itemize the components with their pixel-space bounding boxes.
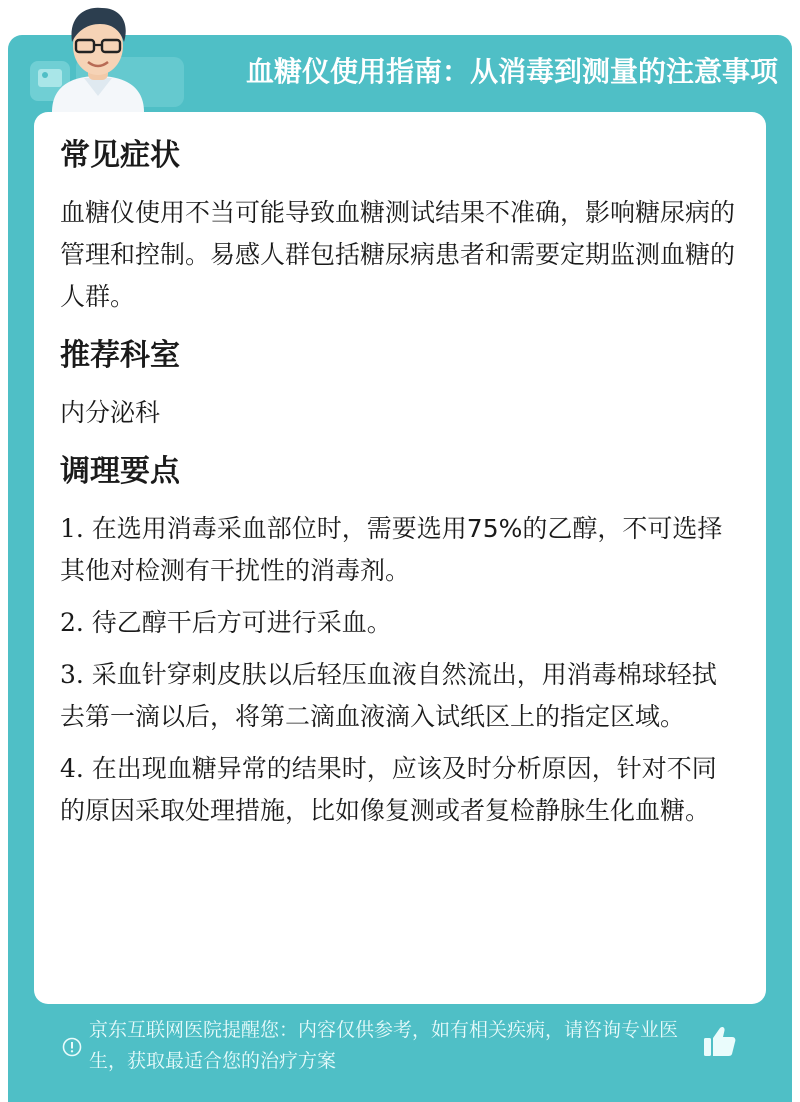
department-text: 内分泌科 — [60, 398, 161, 427]
content-card — [34, 112, 766, 1004]
list-item: 1. 在选用消毒采血部位时，需要选用75%的乙醇，不可选择其他对检测有干扰性的消毒剂。 — [60, 514, 723, 585]
list-item: 4. 在出现血糖异常的结果时，应该及时分析原因，针对不同的原因采取处理措施，比如像复测或者复检静脉生化血糖。 — [60, 754, 717, 825]
section-title-department: 推荐科室 — [60, 338, 180, 373]
thumbs-up-icon[interactable] — [700, 1022, 740, 1062]
section-title-symptoms: 常见症状 — [60, 138, 180, 173]
page-title: 血糖仪使用指南：从消毒到测量的注意事项 — [245, 55, 778, 88]
info-icon — [62, 1037, 82, 1057]
doctor-avatar-icon — [38, 0, 158, 112]
section-title-care: 调理要点 — [60, 454, 180, 489]
list-item: 3. 采血针穿刺皮肤以后轻压血液自然流出，用消毒棉球轻拭去第一滴以后，将第二滴血液滴入试纸区上的指定区域。 — [60, 660, 717, 731]
footer-notice: 京东互联网医院提醒您：内容仅供参考，如有相关疾病，请咨询专业医生，获取最适合您的治疗方案 — [89, 1019, 679, 1072]
list-item: 2. 待乙醇干后方可进行采血。 — [60, 608, 392, 637]
symptoms-text: 血糖仪使用不当可能导致血糖测试结果不准确，影响糖尿病的管理和控制。易感人群包括糖尿病患者和需要定期监测血糖的人群。 — [60, 198, 736, 311]
